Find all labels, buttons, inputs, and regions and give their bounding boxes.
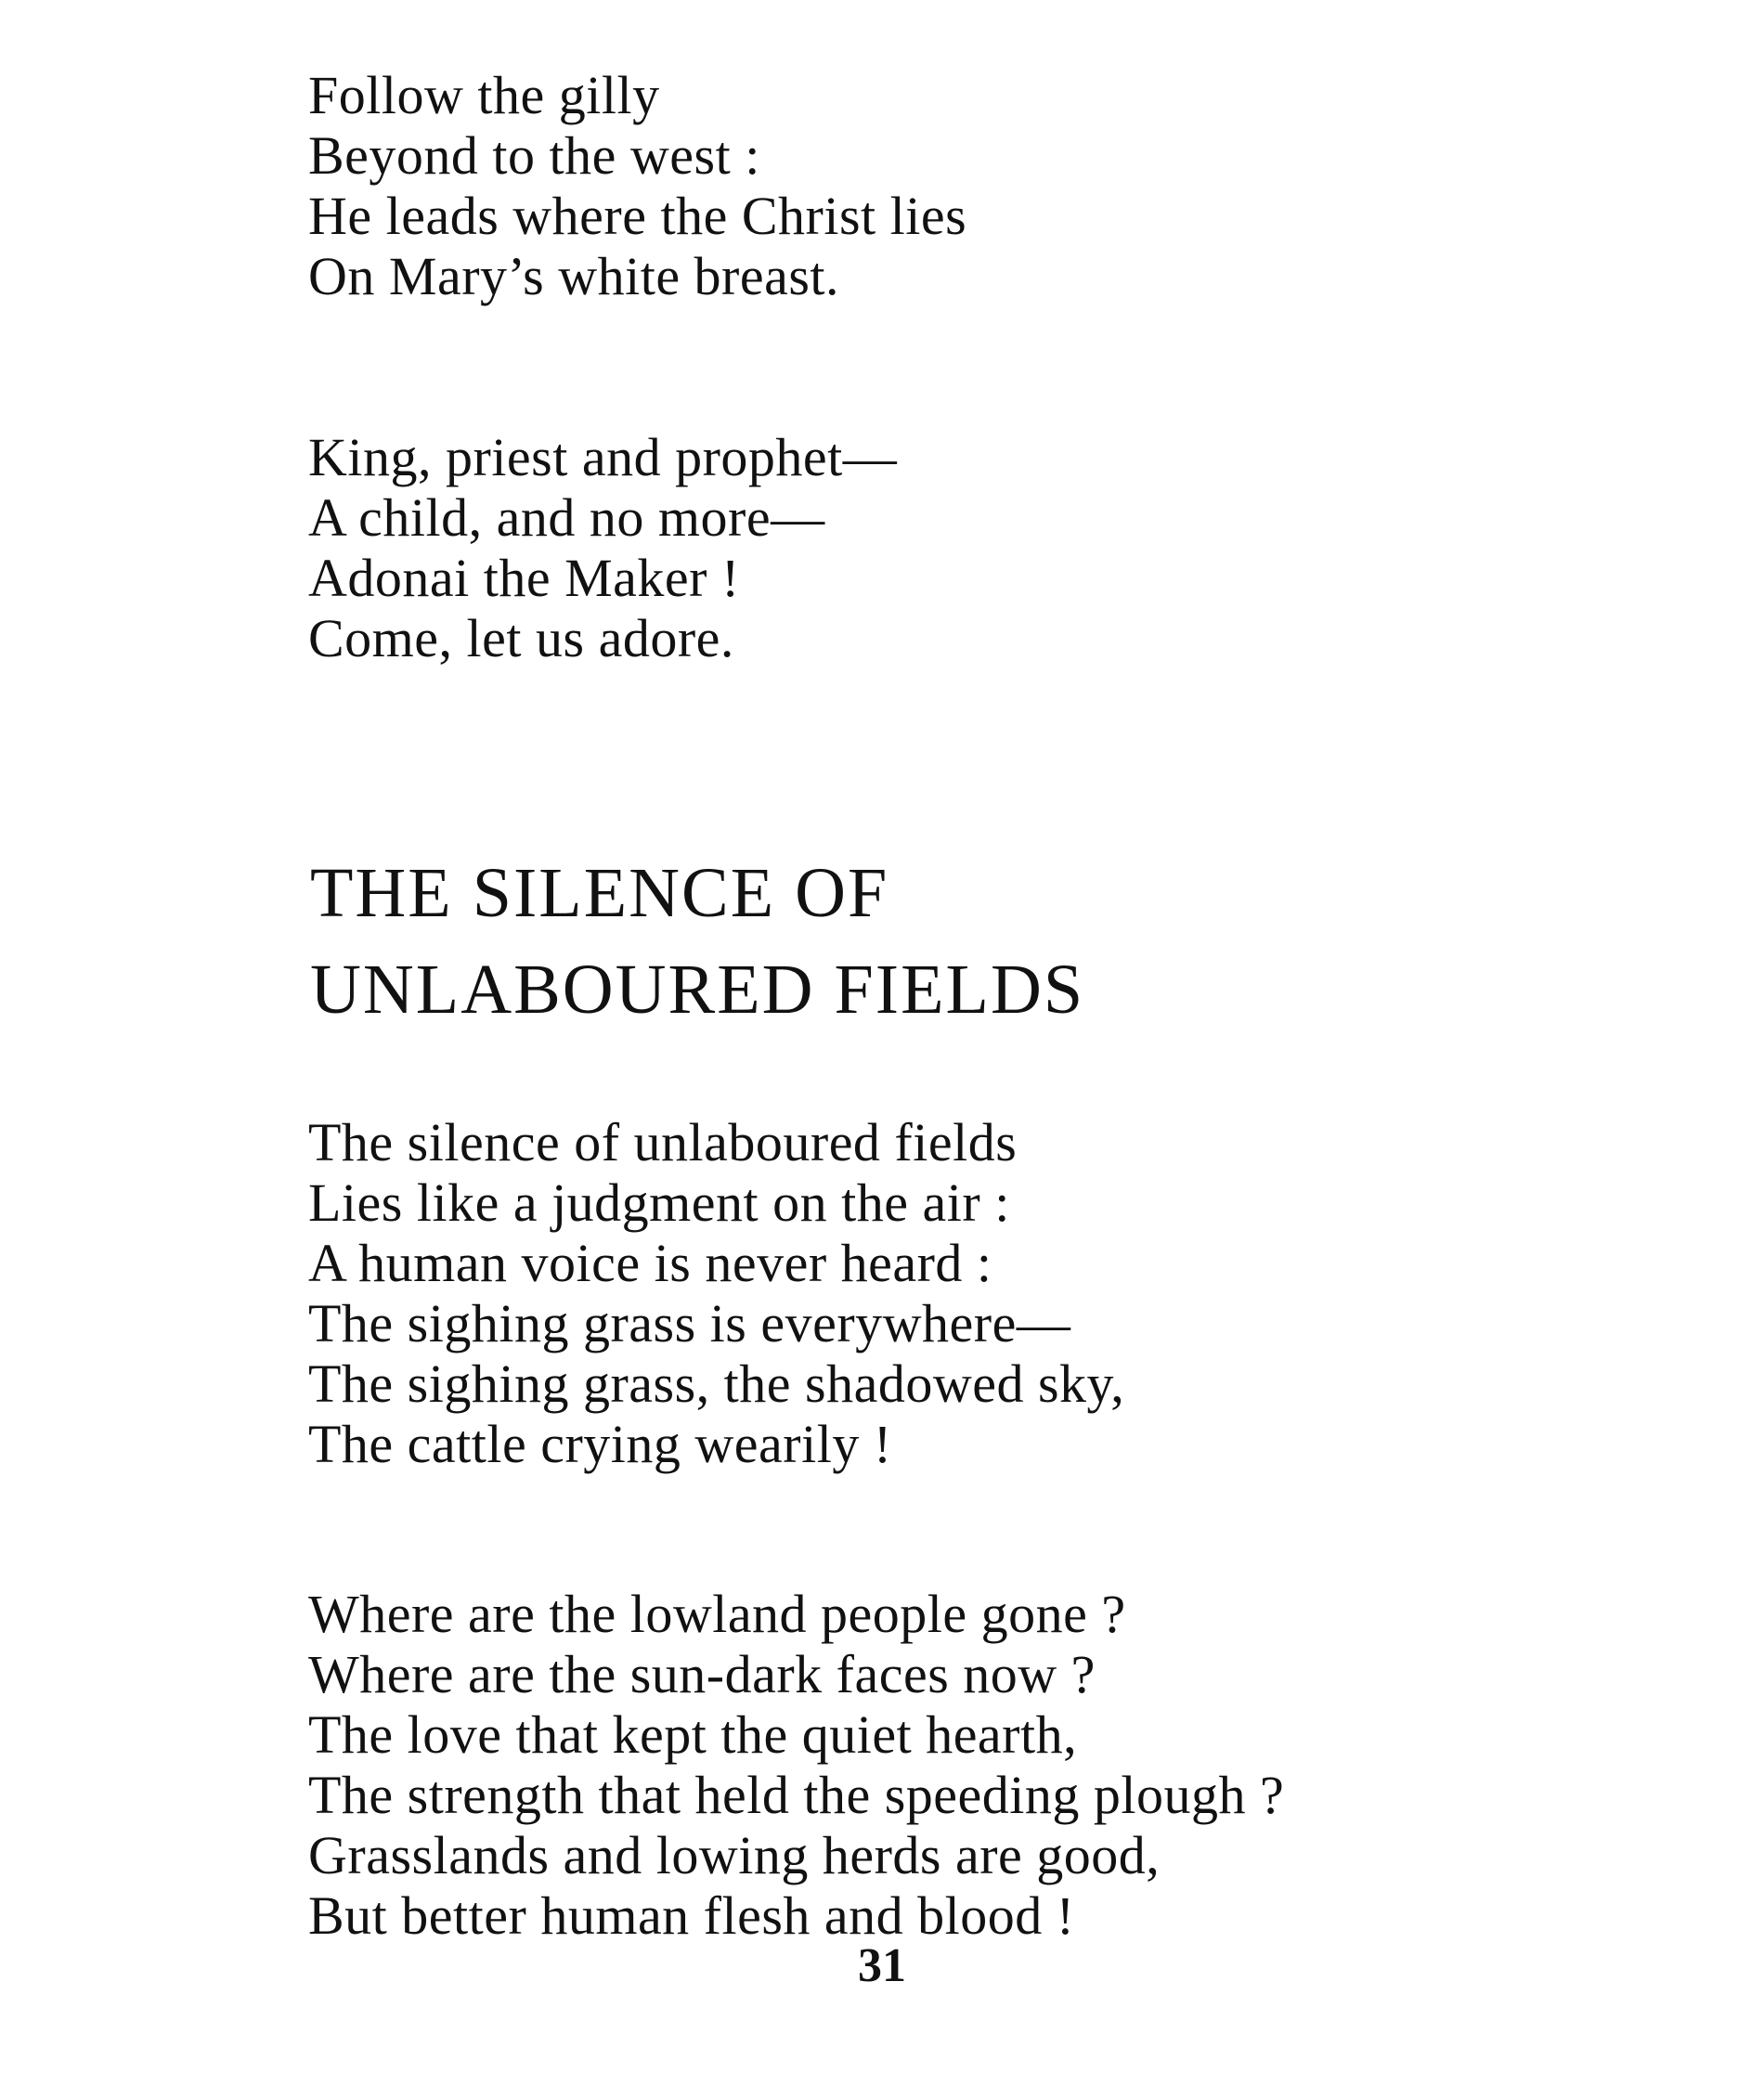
poem-line: A child, and no more— xyxy=(308,487,825,548)
poem-line: The silence of unlaboured fields xyxy=(308,1112,1018,1172)
poem-line: But better human flesh and blood ! xyxy=(308,1885,1075,1946)
poem-line: On Mary’s white breast. xyxy=(308,246,840,306)
stanza-3 xyxy=(308,1112,1124,1474)
poem-line: Follow the gilly xyxy=(308,65,660,125)
poem-line: The cattle crying wearily ! xyxy=(308,1414,892,1474)
poem-title-line: THE SILENCE OF xyxy=(310,854,889,932)
poem-line: He leads where the Christ lies xyxy=(308,186,967,246)
poem-line: The sighing grass is everywhere— xyxy=(308,1293,1071,1353)
poem-line: Beyond to the west : xyxy=(308,125,760,186)
poem-line: The sighing grass, the shadowed sky, xyxy=(308,1353,1125,1414)
poem-line: Where are the lowland people gone ? xyxy=(308,1584,1126,1644)
stanza-1 xyxy=(308,65,966,306)
poem-line: The love that kept the quiet hearth, xyxy=(308,1704,1078,1765)
stanza-4 xyxy=(308,1584,1284,1946)
stanza-2 xyxy=(308,427,897,668)
poem-line: The strength that held the speeding plough ? xyxy=(308,1765,1285,1825)
poem-line: A human voice is never heard : xyxy=(308,1233,992,1293)
poem-line: Lies like a judgment on the air : xyxy=(308,1172,1010,1233)
poem-line: Grasslands and lowing herds are good, xyxy=(308,1825,1161,1885)
page-number: 31 xyxy=(858,1939,906,1992)
poem-line: Where are the sun-dark faces now ? xyxy=(308,1644,1096,1704)
poem-line: Come, let us adore. xyxy=(308,608,734,668)
poem-title-line: UNLABOURED FIELDS xyxy=(310,951,1085,1029)
poem-line: Adonai the Maker ! xyxy=(308,548,740,608)
poem-title xyxy=(310,845,1084,1038)
poem-line: King, priest and prophet— xyxy=(308,427,898,487)
